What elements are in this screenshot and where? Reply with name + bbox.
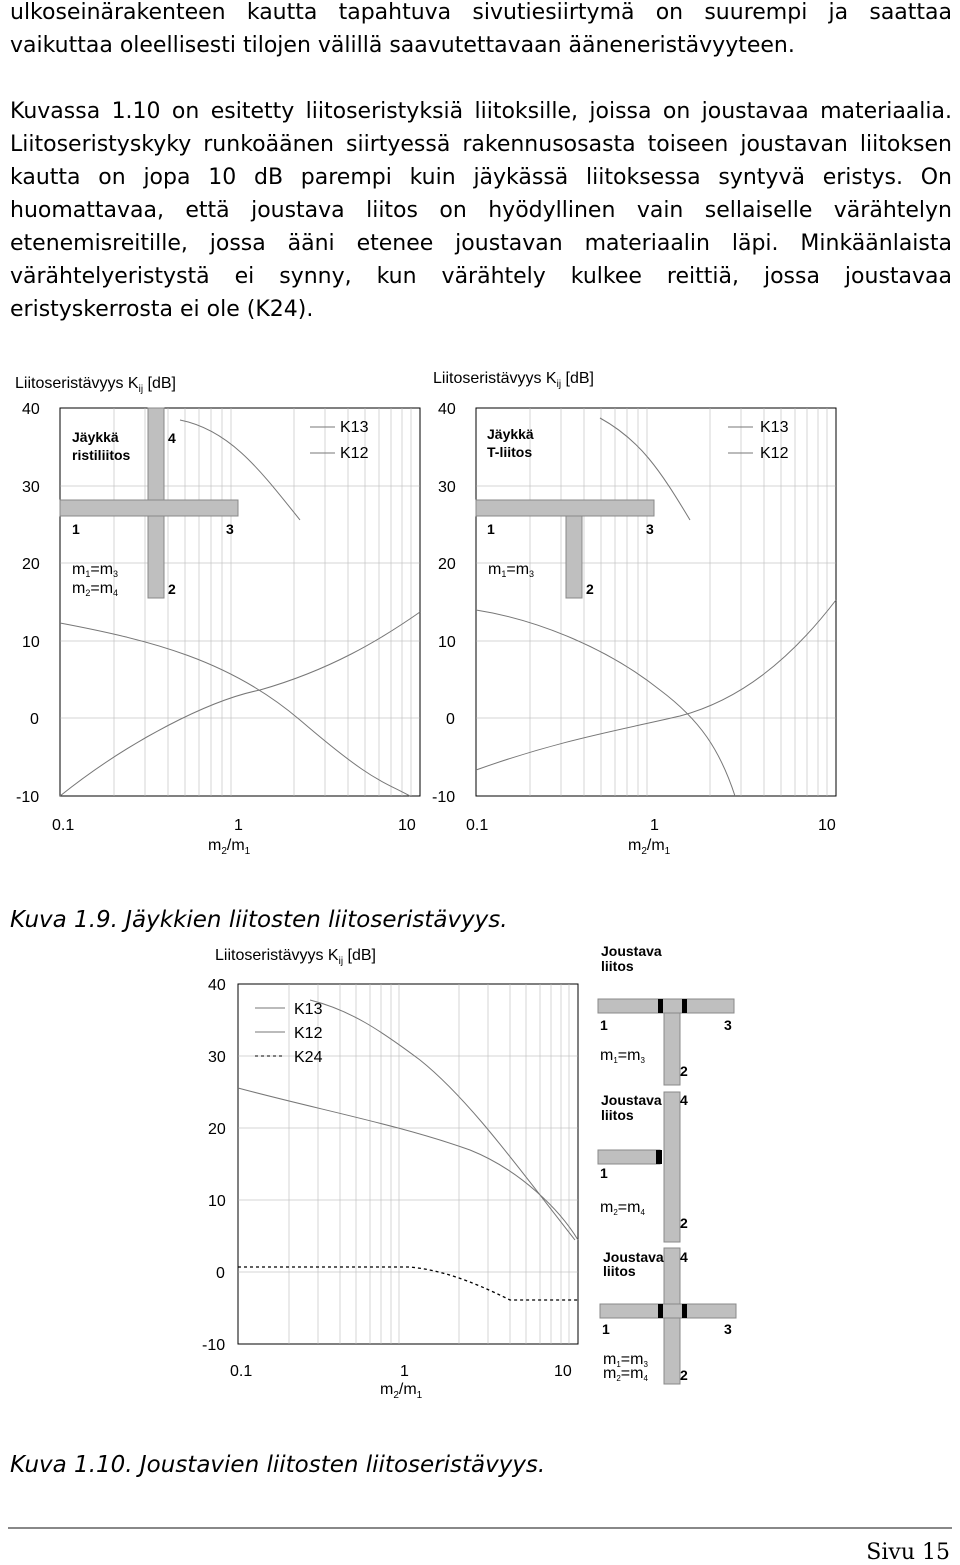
fig19-left-ytick: 0: [30, 711, 39, 728]
fig110-d2-label-1: 1: [600, 1165, 608, 1181]
fig110-xtick: 10: [554, 1363, 572, 1380]
fig19-right-legend-k12: K12: [760, 445, 789, 462]
fig110-ytick: -10: [202, 1337, 226, 1354]
fig110-d2-subtitle: liitos: [601, 1107, 634, 1123]
fig19-left-mass-eq1: m1=m3: [72, 561, 119, 579]
fig110-d2-label-2: 2: [680, 1215, 688, 1231]
page-number: Sivu 15: [866, 1540, 950, 1565]
fig19-right-xtick: 10: [818, 817, 836, 834]
fig19-right-ytick: 20: [438, 556, 456, 573]
fig19-left-legend-k13: K13: [340, 419, 369, 436]
fig19-left-ytick: 20: [22, 556, 40, 573]
fig19-left-label-4: 4: [168, 430, 176, 446]
fig110-d3-label-4: 4: [680, 1249, 688, 1265]
figure-1-10-caption: Kuva 1.10. Joustavien liitosten liitoseristävyys.: [10, 1452, 546, 1478]
fig19-left-label-2: 2: [168, 581, 176, 597]
fig110-d3-label-3: 3: [724, 1321, 732, 1337]
fig19-right-label-2: 2: [586, 581, 594, 597]
fig19-right-label-1: 1: [487, 521, 495, 537]
fig110-d3-subtitle: liitos: [603, 1263, 636, 1279]
fig110-ytick: 30: [208, 1049, 226, 1066]
fig19-left-legend-k12: K12: [340, 445, 369, 462]
fig110-xtick: 1: [400, 1363, 409, 1380]
fig19-left-label-3: 3: [226, 521, 234, 537]
fig19-right-ylabel: Liitoseristävyys $K_{ij}$ [dB]: [433, 370, 594, 390]
fig110-ylabel: Liitoseristävyys $K_{ij}$ [dB]: [215, 947, 376, 967]
fig110-xtick: 0.1: [230, 1363, 253, 1380]
fig19-right-ytick: -10: [432, 789, 456, 806]
fig110-chart: [238, 984, 578, 1344]
fig19-right-xtick: 1: [650, 817, 659, 834]
fig19-left-label-1: 1: [72, 521, 80, 537]
fig19-right-ytick: 0: [446, 711, 455, 728]
fig110-ytick: 20: [208, 1121, 226, 1138]
fig110-d2-label-4: 4: [680, 1092, 688, 1108]
fig110-d3-mass-eq1: m1=m3: [603, 1351, 648, 1369]
fig110-d3-label-1: 1: [602, 1321, 610, 1337]
fig110-d1-label-2: 2: [680, 1063, 688, 1079]
fig19-left-xtick: 1: [234, 817, 243, 834]
fig19-left-ytick: 40: [22, 401, 40, 418]
fig19-left-ytick: -10: [16, 789, 40, 806]
figure-1-9-caption: Kuva 1.9. Jäykkien liitosten liitoseristävyys.: [10, 907, 508, 933]
fig19-right-xlabel: $m_2/m_1$: [628, 837, 671, 857]
fig110-d3-mass-eq2: m2=m4: [603, 1365, 648, 1383]
fig19-left-xtick: 0.1: [52, 817, 75, 834]
fig110-diagram-t-joint: [598, 999, 734, 1085]
fig110-d1-label-3: 3: [724, 1017, 732, 1033]
fig19-left-ytick: 30: [22, 479, 40, 496]
fig110-d2-title: Joustava: [601, 1092, 662, 1108]
fig110-ytick: 10: [208, 1193, 226, 1210]
fig110-ytick: 0: [216, 1265, 225, 1282]
fig110-d1-mass-eq: m1=m3: [600, 1047, 645, 1065]
fig110-legend-k12: K12: [294, 1025, 323, 1042]
paragraph-intro: ulkoseinärakenteen kautta tapahtuva sivutiesiirtymä on suurempi ja saattaa vaikuttaa oleellisesti tilojen välillä saavutettavaan ääneneristävyyteen.: [10, 0, 952, 58]
fig19-right-ytick: 10: [438, 634, 456, 651]
fig19-left-chart: [60, 408, 420, 796]
fig110-d3-label-2: 2: [680, 1367, 688, 1383]
fig19-right-ytick: 40: [438, 401, 456, 418]
fig110-d1-subtitle: liitos: [601, 958, 634, 974]
fig110-xlabel: $m_2/m_1$: [380, 1381, 423, 1401]
fig19-left-joint-title: Jäykkä: [72, 429, 119, 445]
fig19-left-xtick: 10: [398, 817, 416, 834]
fig19-right-chart: [476, 408, 836, 796]
fig19-left-joint-subtitle: ristiliitos: [72, 447, 131, 463]
fig19-left-wall-horizontal: [60, 500, 238, 516]
fig19-right-legend-k13: K13: [760, 419, 789, 436]
fig19-right-label-3: 3: [646, 521, 654, 537]
fig19-right-joint-subtitle: T-liitos: [487, 444, 533, 460]
fig110-d1-label-1: 1: [600, 1017, 608, 1033]
fig19-right-wall-horizontal: [476, 500, 654, 516]
fig19-left-mass-eq2: m2=m4: [72, 580, 119, 598]
fig19-right-wall-vertical: [566, 516, 582, 598]
fig110-d1-title: Joustava: [601, 943, 662, 959]
fig19-left-ytick: 10: [22, 634, 40, 651]
fig19-right-joint-title: Jäykkä: [487, 426, 534, 442]
fig110-d3-title: Joustava: [603, 1249, 664, 1265]
fig110-ytick: 40: [208, 977, 226, 994]
fig19-left-ylabel: Liitoseristävyys $K_{ij}$ [dB]: [15, 375, 176, 395]
fig19-left-xlabel: $m_2/m_1$: [208, 837, 251, 857]
paragraph-flexible-joints: Kuvassa 1.10 on esitetty liitoseristyksiä liitoksille, joissa on joustavaa materiaalia. Liitoseristyskyky runkoäänen siirtyessä rakennusosasta toiseen joustavan liitoksen kautta on jopa 10 dB parempi kuin jäykässä liitoksessa syntyvä eristys. On huomattavaa, että joustava liitos on hyödyllinen vain sellaiselle värähtelyn etenemisreitille, jossa ääni etenee joustavan materiaalin läpi. Minkäänlaista värähtelyeristystä ei synny, kun värähtely kulkee reittiä, jossa joustavaa eristyskerrosta ei ole (K24).: [10, 99, 952, 322]
fig19-right-xtick: 0.1: [466, 817, 489, 834]
fig110-legend-k13: K13: [294, 1001, 323, 1018]
fig19-right-ytick: 30: [438, 479, 456, 496]
fig19-right-mass-eq: m1=m3: [488, 561, 535, 579]
fig110-legend-k24: K24: [294, 1049, 323, 1066]
fig110-d2-mass-eq: m2=m4: [600, 1199, 645, 1217]
